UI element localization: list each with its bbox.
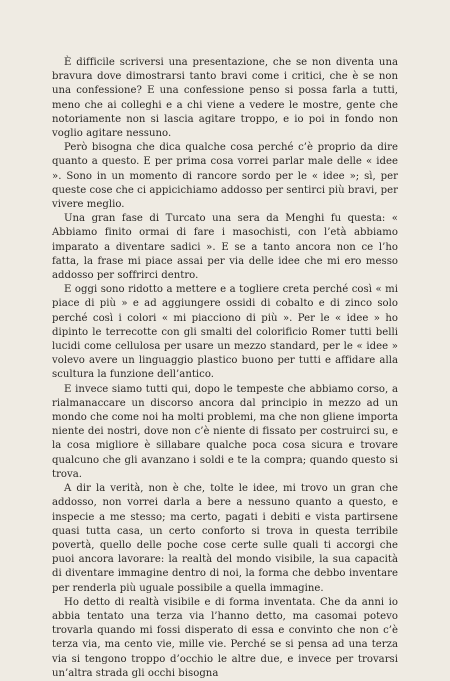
paragraph-2: Però bisogna che dica qualche cosa perché c’è proprio da dire quanto a questo. E per prima cosa vorrei parlar male delle « idee ». Sono in un momento di rancore sordo per le « idee »; sì, per queste cose che ci appicichiamo addosso per sentirci più bravi, per vivere meglio. xyxy=(52,142,398,211)
paragraph-4: E oggi sono ridotto a mettere e a togliere creta perché così « mi piace di più » e ad aggiungere ossidi di cobalto e di zinco solo perché così i colori « mi piacciono di più ». Per le « idee » ho dipinto le terrecotte con gli smalti del colorificio Romer tutti belli lucidi come cellulosa per usare un mezzo standard, per le « idee » volevo avere un linguaggio plastico buono per tutti e affidare alla scultura la funzione dell’antico. xyxy=(52,284,398,381)
paragraph-6: A dir la verità, non è che, tolte le idee, mi trovo un gran che addosso, non vorrei darla a bere a nessuno quanto a questo, e inspecie a me stesso; ma certo, pagati i debiti e vista partirsene quasi tutta casa, un certo conforto si trova in questa terribile povertà, quello delle poche cose certe sulle quali ti accorgi che puoi ancora lavorare: la realtà del mondo visibile, la sua capacità di diventare immagine dentro di noi, la forma che debbo inventare per renderla più uguale possibile a quella immagine. xyxy=(52,483,398,594)
paragraph-1: È difficile scriversi una presentazione, che se non diventa una bravura dove dimostrarsi tanto bravi come i critici, che è se non una confessione? E una confessione penso si possa farla a tutti, meno che ai colleghi e a chi viene a vedere le mostre, gente che notoriamente non si lascia agitare troppo, e io poi in fondo non voglio agitare nessuno. xyxy=(52,57,398,140)
paragraph-7: Ho detto di realtà visibile e di forma inventata. Che da anni io abbia tentato una terza via l’hanno detto, ma casomai potevo trovarla quando mi fossi disperato di essa e convinto che non c’è terza via, ma cento vie, mille vie. Perché se si pensa ad una terza via si tengono troppo d’occhio le altre due, e invece per trovarsi un’altra strada gli occhi bisogna xyxy=(52,596,398,679)
paragraph-3: Una gran fase di Turcato una sera da Menghi fu questa: « Abbiamo finito ormai di fare i masochisti, con l’età abbiamo imparato a diventare sadici ». E se a tanto ancora non ce l’ho fatta, la frase mi piace assai per via delle idee che mi ero messo addosso per soffrirci dentro. xyxy=(52,213,398,282)
paragraph-5: E invece siamo tutti qui, dopo le tempeste che abbiamo corso, a rialmanaccare un discorso ancora dal principio in mezzo ad un mondo che come noi ha molti problemi, ma che non gliene importa niente dei nostri, dove non c’è niente di fissato per costruirci su, e la cosa migliore è sillabare qualche poca cosa sicura e trovare qualcuno che gli avanzano i soldi e te la compra; quando questo si trova. xyxy=(52,383,398,480)
